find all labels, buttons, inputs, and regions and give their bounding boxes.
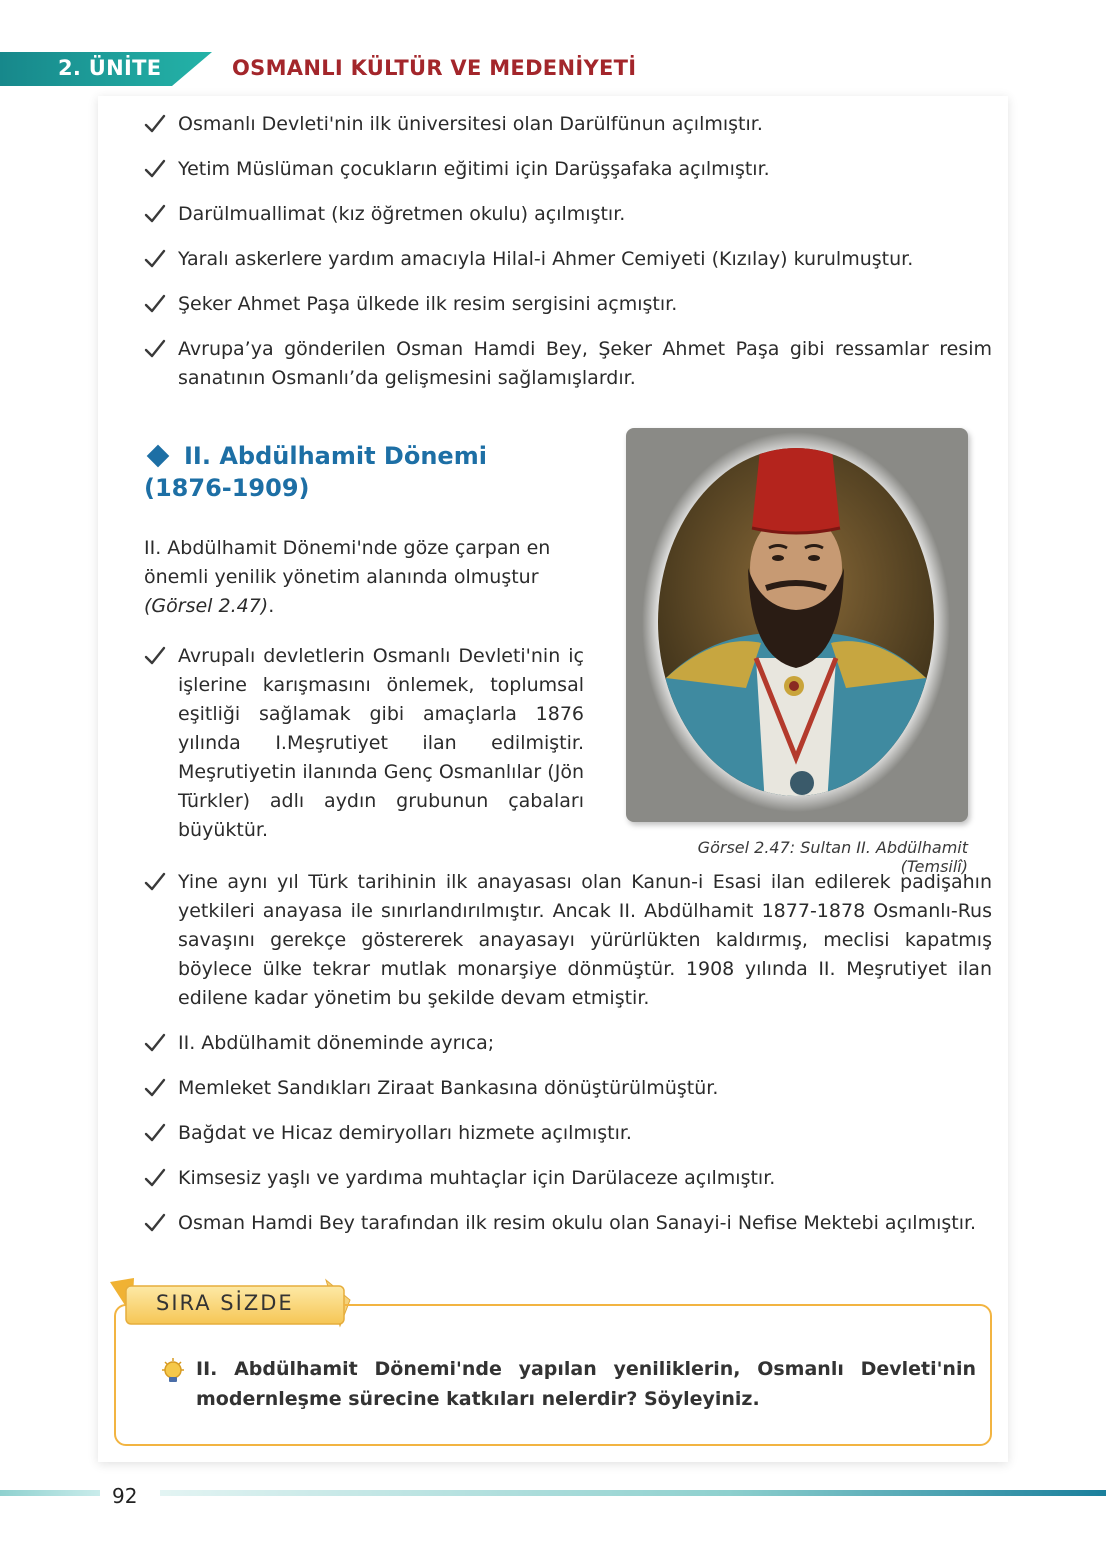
- check-icon: [144, 249, 166, 269]
- list-item-text: Yetim Müslüman çocukların eğitimi için Darüşşafaka açılmıştır.: [178, 158, 770, 180]
- list-item: [144, 335, 992, 393]
- list-item: [144, 155, 992, 184]
- check-icon: [144, 159, 166, 179]
- bottom-list: [144, 868, 992, 1254]
- check-icon: [144, 204, 166, 224]
- intro-text: II. Abdülhamit Dönemi'nde göze çarpan en önemli yenilik yönetim alanında olmuştur: [144, 537, 551, 588]
- check-icon: [144, 339, 166, 359]
- unit-title: OSMANLI KÜLTÜR VE MEDENİYETİ: [232, 56, 637, 80]
- sira-sizde-label: SIRA SİZDE: [156, 1291, 294, 1315]
- check-icon: [144, 294, 166, 314]
- list-item: [144, 110, 992, 139]
- diamond-icon: [147, 445, 170, 468]
- check-icon: [144, 1168, 166, 1188]
- figure-caption: Görsel 2.47: Sultan II. Abdülhamit (Temsilî): [697, 838, 968, 876]
- portrait-illustration: [626, 428, 968, 822]
- list-item-text: Osman Hamdi Bey tarafından ilk resim okulu olan Sanayi-i Nefise Mektebi açılmıştır.: [178, 1212, 977, 1234]
- list-item: [144, 1209, 992, 1238]
- list-item-text: Memleket Sandıkları Ziraat Bankasına dönüştürülmüştür.: [178, 1077, 719, 1099]
- footer-rule-right: [160, 1490, 1106, 1496]
- list-item-text: Yaralı askerlere yardım amacıyla Hilal-i Ahmer Cemiyeti (Kızılay) kurulmuştur.: [178, 248, 914, 270]
- section-intro: [144, 534, 584, 621]
- check-icon: [144, 1213, 166, 1233]
- list-item: [144, 245, 992, 274]
- mid-list: [144, 642, 584, 845]
- list-item: [144, 290, 992, 319]
- check-icon: [144, 646, 166, 666]
- list-item: [144, 200, 992, 229]
- list-item-text: Avrupa’ya gönderilen Osman Hamdi Bey, Şeker Ahmet Paşa gibi ressamlar resim sanatının Osmanlı’da gelişmesini sağlamışlardır.: [178, 338, 992, 389]
- check-icon: [144, 1078, 166, 1098]
- list-item: [144, 868, 992, 1013]
- section-title: II. Abdülhamit Dönemi (1876-1909): [144, 442, 487, 502]
- unit-label: 2. ÜNİTE: [58, 56, 162, 80]
- figure-reference: (Görsel 2.47): [144, 595, 269, 617]
- list-item: [144, 1029, 992, 1058]
- list-item-text: Osmanlı Devleti'nin ilk üniversitesi olan Darülfünun açılmıştır.: [178, 113, 763, 135]
- list-item-text: Yine aynı yıl Türk tarihinin ilk anayasası olan Kanun-i Esasi ilan edilerek padişahın yetkileri anayasa ile sınırlandırılmıştır. Ancak II. Abdülhamit 1877-1878 Osmanlı-Rus savaşını gerekçe göstererek anayasayı yürürlükten kaldırmış, meclisi kapatmış böylece ülke tekrar mutlak monarşiye dönmüştür. 1908 yılında II. Meşrutiyet ilan edilene kadar yönetim bu şekilde devam etmiştir.: [178, 871, 992, 1009]
- list-item-text: Bağdat ve Hicaz demiryolları hizmete açılmıştır.: [178, 1122, 632, 1144]
- check-icon: [144, 872, 166, 892]
- list-item: [144, 642, 584, 845]
- section-heading: [144, 440, 564, 504]
- list-item-text: Avrupalı devletlerin Osmanlı Devleti'nin iç işlerine karışmasını önlemek, toplumsal eşitliği sağlamak gibi amaçlarla 1876 yılında I.Meşrutiyet ilan edilmiştir. Meşrutiyetin ilanında Genç Osmanlılar (Jön Türkler) adlı aydın grubunun çabaları büyüktür.: [178, 645, 584, 841]
- list-item: [144, 1074, 992, 1103]
- top-list: [144, 110, 992, 409]
- list-item-text: Kimsesiz yaşlı ve yardıma muhtaçlar için Darülaceze açılmıştır.: [178, 1167, 776, 1189]
- check-icon: [144, 1123, 166, 1143]
- portrait-figure: [626, 428, 968, 822]
- list-item: [144, 1164, 992, 1193]
- check-icon: [144, 114, 166, 134]
- sira-sizde-question: II. Abdülhamit Dönemi'nde yapılan yeniliklerin, Osmanlı Devleti'nin modernleşme sürecine katkıları nelerdir? Söyleyiniz.: [196, 1358, 976, 1410]
- list-item: [144, 1119, 992, 1148]
- intro-end: .: [268, 595, 275, 617]
- check-icon: [144, 1033, 166, 1053]
- footer-rule-left: [0, 1490, 100, 1496]
- list-item-text: Darülmuallimat (kız öğretmen okulu) açılmıştır.: [178, 203, 626, 225]
- list-item-text: Şeker Ahmet Paşa ülkede ilk resim sergisini açmıştır.: [178, 293, 678, 315]
- list-item-text: II. Abdülhamit döneminde ayrıca;: [178, 1032, 495, 1054]
- page-number: 92: [112, 1484, 138, 1508]
- lightbulb-icon: [160, 1358, 186, 1384]
